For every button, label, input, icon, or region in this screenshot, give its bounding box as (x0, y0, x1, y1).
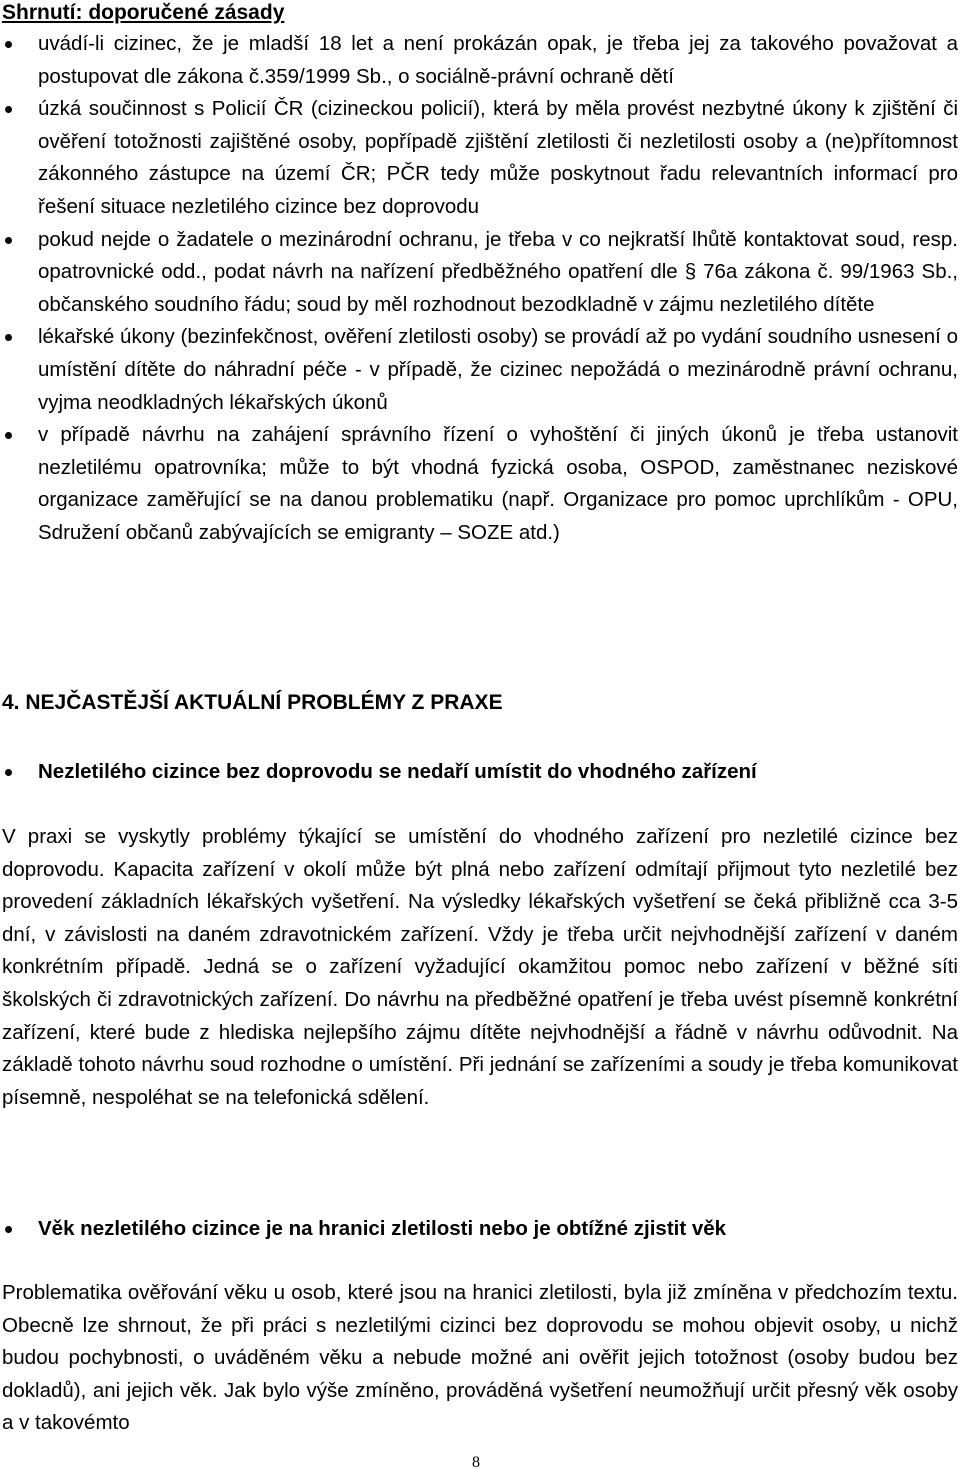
list-item-text: úzká součinnost s Policií ČR (cizineckou policií), která by měla provést nezbytné úkony k zjištění či ověření totožnosti zajištěné osoby, popřípadě zjištění zletilosti či nezletilosti osoby a (ne)přítomnost zákonného zástupce na území ČR; PČR tedy může poskytnout řadu relevantních informací pro řešení situace nezletilého cizince bez doprovodu (38, 97, 958, 218)
bullet-icon (5, 769, 12, 776)
bullet-icon (5, 334, 12, 341)
bullet-icon (5, 41, 12, 48)
problem-paragraph: Problematika ověřování věku u osob, které jsou na hranici zletilosti, byla již zmíněna v předchozím textu. Obecně lze shrnout, že při práci s nezletilými cizinci bez doprovodu se mohou objevit osoby, u nichž budou pochybnosti, o uváděném věku a nebude možné ani ověřit jejich totožnost (osoby budou bez dokladů), ani jejich věk. Jak bylo výše zmíněno, prováděná vyšetření neumožňují určit přesný věk osoby a v takovémto (2, 1281, 958, 1435)
list-item-text: v případě návrhu na zahájení správního řízení o vyhoštění či jiných úkonů je třeba ustanovit nezletilému opatrovníka; může to být vhodná fyzická osoba, OSPOD, zaměstnanec neziskové organizace zaměřující se na danou problematiku (např. Organizace pro pomoc uprchlíkům - OPU, Sdružení občanů zabývajících se emigranty – SOZE atd.) (38, 423, 958, 544)
list-item-text: uvádí-li cizinec, že je mladší 18 let a není prokázán opak, je třeba jej za takového považovat a postupovat dle zákona č.359/1999 Sb., o sociálně-právní ochraně dětí (38, 32, 958, 88)
list-item (0, 93, 958, 223)
bullet-icon (5, 237, 12, 244)
problem-heading-text: Nezletilého cizince bez doprovodu se nedaří umístit do vhodného zařízení (38, 760, 757, 783)
bullet-icon (5, 1226, 12, 1233)
summary-list (0, 28, 958, 550)
list-item (0, 28, 958, 93)
problem-heading (0, 1214, 958, 1244)
problem-heading-text: Věk nezletilého cizince je na hranici zletilosti nebo je obtížné zjistit věk (38, 1217, 727, 1240)
problem-heading (0, 757, 958, 787)
list-item (0, 224, 958, 322)
bullet-icon (5, 432, 12, 439)
problem-paragraph: V praxi se vyskytly problémy týkající se umístění do vhodného zařízení pro nezletilé cizince bez doprovodu. Kapacita zařízení v okolí může být plná nebo zařízení odmítají přijmout tyto nezletilé bez provedení základních lékařských vyšetření. Na výsledky lékařských vyšetření se čeká přibližně cca 3-5 dní, v závislosti na daném zdravotnickém zařízení. Vždy je třeba určit nejvhodnější zařízení v daném konkrétním případě. Jedná se o zařízení vyžadující okamžitou pomoc nebo zařízení v běžné síti školských či zdravotnických zařízení. Do návrhu na předběžné opatření je třeba uvést písemně konkrétní zařízení, které bude z hlediska nejlepšího zájmu dítěte nejvhodnější a řádně v návrhu odůvodnit. Na základě tohoto návrhu soud rozhodne o umístění. Při jednání se zařízeními a soudy je třeba komunikovat písemně, nespoléhat se na telefonická sdělení. (2, 825, 958, 1109)
page-number: 8 (472, 1454, 480, 1471)
list-item (0, 419, 958, 549)
bullet-icon (5, 106, 12, 113)
summary-heading: Shrnutí: doporučené zásady (2, 1, 285, 24)
list-item (0, 321, 958, 419)
section-heading: 4. NEJČASTĚJŠÍ AKTUÁLNÍ PROBLÉMY Z PRAXE (2, 691, 503, 714)
list-item-text: pokud nejde o žadatele o mezinárodní ochranu, je třeba v co nejkratší lhůtě kontaktovat soud, resp. opatrovnické odd., podat návrh na nařízení předběžného opatření dle § 76a zákona č. 99/1963 Sb., občanského soudního řádu; soud by měl rozhodnout bezodkladně v zájmu nezletilého dítěte (38, 227, 958, 316)
list-item-text: lékařské úkony (bezinfekčnost, ověření zletilosti osoby) se provádí až po vydání soudního usnesení o umístění dítěte do náhradní péče - v případě, že cizinec nepožádá o mezinárodně právní ochranu, vyjma neodkladných lékařských úkonů (38, 325, 958, 414)
